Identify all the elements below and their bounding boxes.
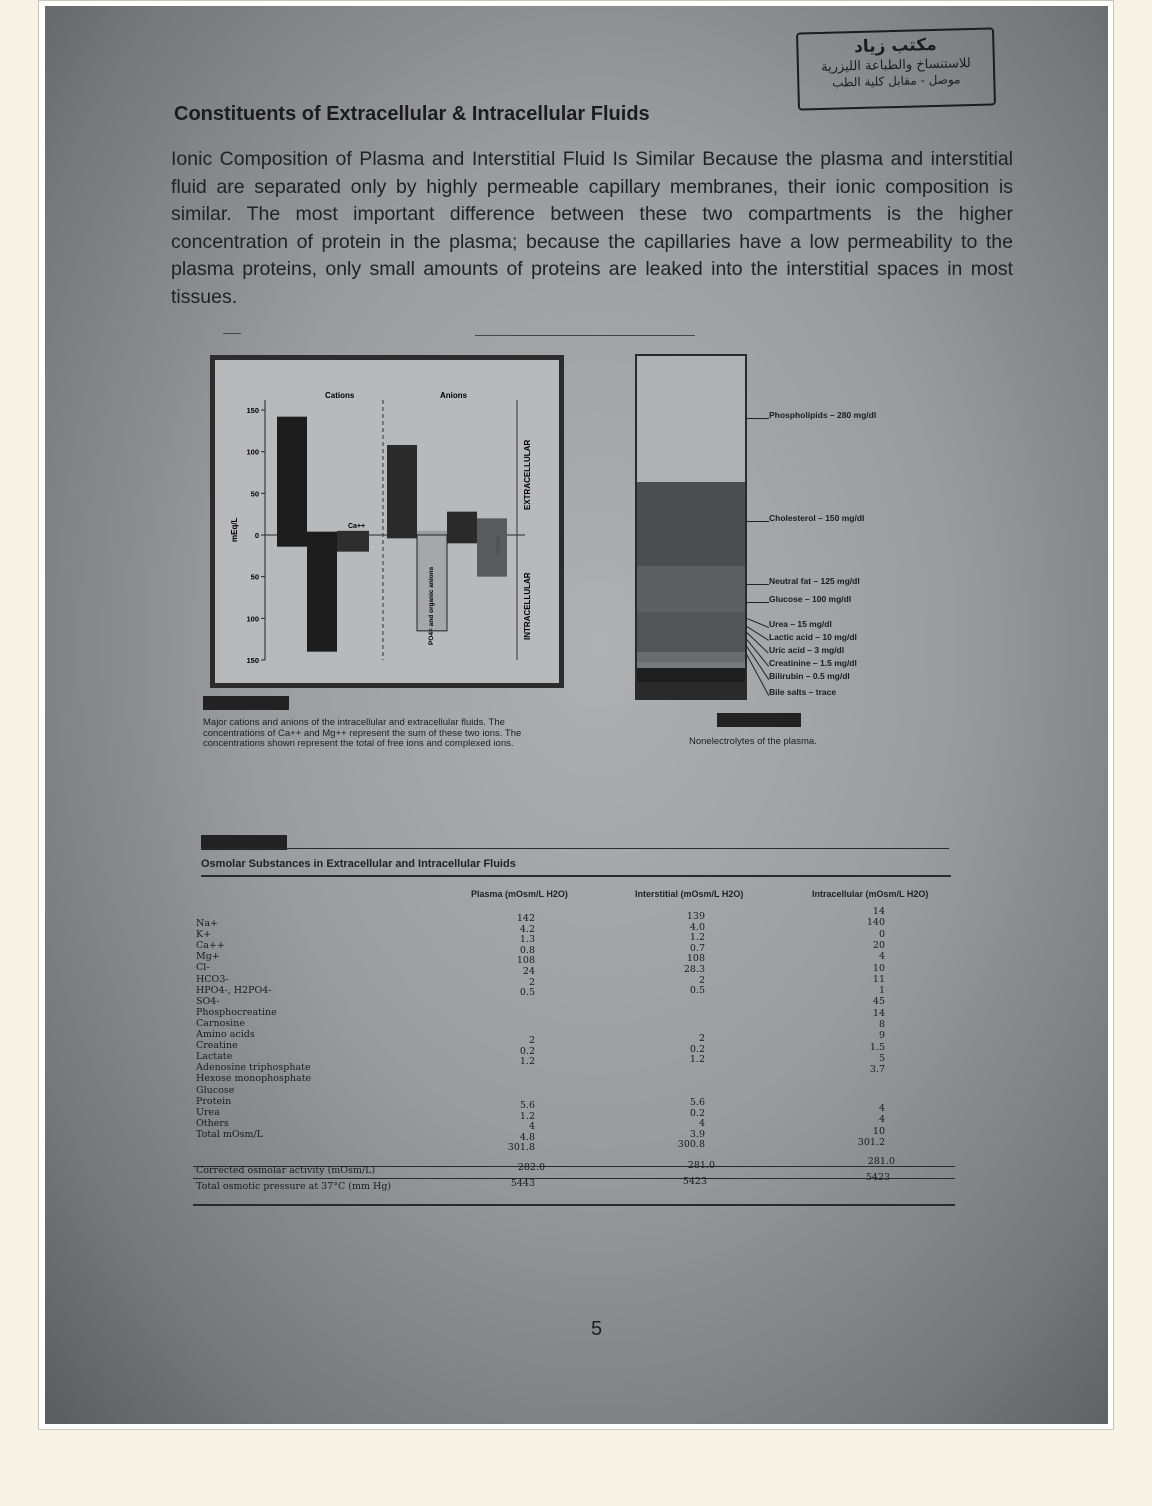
row-label: Carnosine (196, 1017, 245, 1029)
row-label: Protein (196, 1095, 232, 1107)
pressure-label: Total osmotic pressure at 37°C (mm Hg) (196, 1181, 392, 1192)
interstitial-value: 0.2 (689, 1107, 705, 1119)
row-label: Total mOsm/L (196, 1128, 264, 1140)
row-label: Ca++ (196, 940, 225, 952)
phospholipids-label: Phospholipids – 280 mg/dl (769, 410, 877, 420)
table-bottom-rule (193, 1204, 955, 1206)
divider (223, 333, 241, 334)
page-number: 5 (591, 1318, 603, 1340)
figure-number-bar (203, 696, 289, 710)
row-label: Others (196, 1117, 229, 1129)
leader-line (747, 584, 769, 585)
cholesterol-segment (637, 482, 745, 566)
interstitial-value: 4.0 (689, 921, 705, 933)
y-tick-label: 100 (246, 614, 259, 624)
intracellular-value: 4 (878, 1114, 885, 1126)
interstitial-value: 108 (686, 953, 705, 965)
bar-extracellular-3 (387, 445, 417, 535)
plasma-value: 0.5 (519, 987, 535, 999)
corrected-intracellular: 281.0 (867, 1156, 895, 1167)
intracellular-value: 9 (878, 1030, 885, 1042)
glucose-label: Glucose – 100 mg/dl (769, 594, 852, 604)
table-title: Osmolar Substances in Extracellular and Intracellular Fluids (201, 858, 516, 870)
y-tick-label: 50 (250, 572, 259, 582)
figure1-caption: Major cations and anions of the intracellular and extracellular fluids. The concentrations of Ca++ and Mg++ represent the sum of these two ions. The concentrations shown represent the total of free ions and complexed ions. (203, 717, 522, 749)
intracellular-value: 4 (878, 1103, 885, 1114)
uric-acid-label: Uric acid – 3 mg/dl (769, 645, 845, 655)
y-axis-label: mEq/L (230, 517, 239, 542)
row-label: Mg+ (196, 951, 220, 963)
figure2-caption: Nonelectrolytes of the plasma. (689, 736, 817, 747)
interstitial-value: 300.8 (677, 1139, 705, 1151)
intracellular-value: 11 (872, 973, 885, 985)
intracellular-value: 5 (878, 1052, 885, 1064)
trace-segment (637, 682, 745, 700)
corrected-label: Corrected osmolar activity (mOsm/L) (196, 1165, 376, 1176)
row-label: HPO4-, H2PO4- (196, 984, 272, 996)
stamp-line-3: موصل - مقابل كلية الطب (831, 72, 961, 90)
bar-extracellular-4 (447, 512, 477, 535)
interstitial-value: 1.2 (689, 1054, 705, 1066)
row-label: HCO3- (196, 973, 229, 985)
leader-line (746, 626, 769, 641)
bilirubin-label: Bilirubin – 0.5 mg/dl (769, 671, 850, 681)
interstitial-value: 4 (698, 1118, 705, 1130)
plasma-value: 1.2 (519, 1056, 535, 1068)
bar-intracellular-4 (447, 535, 477, 543)
intro-paragraph: Ionic Composition of Plasma and Interstitial Fluid Is Similar Because the plasma and interstitial fluid are separated only by highly permeable capillary membranes, their ionic composition is similar. The most important difference between these two compartments is the higher concentration of protein in the plasma; because the capillaries have a low permeability to the plasma proteins, only small amounts of proteins are leaked into the interstitial spaces in most tissues. (171, 148, 1013, 308)
corrected-interstitial: 281.0 (687, 1160, 715, 1171)
document-photo (45, 6, 1108, 1424)
leader-line (747, 521, 769, 522)
interstitial-value: 5.6 (689, 1097, 705, 1108)
anions-label: Anions (440, 391, 468, 400)
interstitial-value: 3.9 (689, 1128, 705, 1140)
intracellular-value: 140 (866, 917, 885, 929)
plasma-value: 4.8 (519, 1131, 535, 1143)
minor-solutes-segment (637, 668, 745, 682)
interstitial-value: 28.3 (683, 964, 705, 975)
plasma-value: 4.2 (519, 923, 535, 935)
stamp-line-2: للاستنساخ والطباعة الليزرية (820, 56, 971, 75)
cholesterol-label: Cholesterol – 150 mg/dl (769, 513, 865, 523)
intracellular-header: Intracellular (mOsm/L H2O) (812, 889, 929, 899)
intracellular-value: 4 (878, 951, 885, 963)
intracellular-value: 3.7 (869, 1064, 885, 1076)
ion-chart (210, 355, 564, 688)
interstitial-header: Interstitial (mOsm/L H2O) (635, 889, 744, 899)
y-tick-label: 50 (250, 489, 259, 499)
plasma-value: 0.2 (519, 1045, 535, 1057)
plasma-header: Plasma (mOsm/L H2O) (471, 889, 568, 899)
lactic-acid-label: Lactic acid – 10 mg/dl (769, 632, 857, 642)
interstitial-value: 2 (698, 1033, 705, 1044)
row-label: K+ (196, 929, 212, 941)
interstitial-value: 2 (698, 974, 705, 986)
neutral-fat-segment (637, 566, 745, 612)
neutral-fat-label: Neutral fat – 125 mg/dl (769, 576, 860, 586)
phospholipids-segment (637, 356, 745, 482)
intracellular-value: 8 (878, 1019, 885, 1030)
plasma-value: 24 (522, 966, 535, 977)
table-top-rule (201, 848, 949, 849)
cations-label: Cations (325, 391, 355, 400)
bar-intracellular-0 (277, 535, 307, 547)
bar-extracellular-6 (477, 518, 507, 535)
intracellular-value: 1 (878, 985, 885, 997)
intracellular-value: 10 (872, 962, 885, 974)
interstitial-value: 0.5 (689, 985, 705, 997)
row-label: Na+ (196, 918, 218, 929)
divider (475, 335, 695, 336)
bar-extracellular-1 (307, 532, 337, 535)
protein-label: Protein (496, 535, 502, 555)
bar-intracellular-1 (307, 535, 337, 652)
pressure-plasma: 5443 (510, 1178, 535, 1189)
intracellular-value: 14 (872, 906, 885, 917)
pressure-intracellular: 5423 (865, 1172, 890, 1183)
row-label: Glucose (196, 1084, 235, 1096)
interstitial-value: 1.2 (689, 932, 705, 944)
bar-extracellular-5 (417, 531, 447, 535)
stamp-line-1: مكتب زياد (853, 34, 937, 58)
row-label: Urea (196, 1106, 220, 1118)
y-tick-label: 150 (246, 406, 259, 415)
urea-label: Urea – 15 mg/dl (769, 619, 832, 629)
leader-line (747, 418, 769, 419)
plasma-value: 1.2 (519, 1110, 535, 1122)
pressure-interstitial: 5423 (682, 1176, 707, 1187)
row-label: Lactate (196, 1051, 233, 1063)
glucose-segment (637, 612, 745, 652)
table-header-rule (201, 875, 951, 877)
creatinine-label: Creatinine – 1.5 mg/dl (769, 658, 857, 668)
plasma-value: 1.3 (519, 934, 535, 946)
intracellular-value: 301.2 (857, 1136, 885, 1148)
leader-line (747, 618, 769, 628)
urea-segment (637, 652, 745, 662)
plasma-value: 142 (516, 913, 535, 924)
plasma-value: 301.8 (507, 1142, 535, 1154)
interstitial-value: 0.7 (689, 942, 705, 954)
intracellular-value: 14 (872, 1007, 885, 1019)
row-label: Adenosine triphosphate (196, 1062, 311, 1074)
bar-extracellular-0 (277, 417, 307, 535)
interstitial-value: 0.2 (689, 1043, 705, 1055)
extracellular-label: EXTRACELLULAR (523, 439, 532, 510)
bar-intracellular-6 (477, 535, 507, 577)
ion-chart-svg (215, 360, 559, 683)
intracellular-value: 0 (878, 928, 885, 940)
interstitial-value: 139 (686, 911, 705, 922)
plasma-value: 0.8 (519, 944, 535, 956)
intracellular-label: INTRACELLULAR (523, 572, 532, 640)
page-title: Constituents of Extracellular & Intracellular Fluids (174, 103, 650, 125)
intracellular-value: 20 (872, 939, 885, 951)
plasma-value: 2 (528, 976, 535, 988)
leader-line (747, 602, 769, 603)
y-tick-label: 100 (246, 447, 259, 457)
bar-extracellular-2 (337, 531, 369, 535)
row-label: Hexose monophosphate (196, 1073, 312, 1085)
plasma-value: 108 (516, 955, 535, 967)
row-label: Creatine (196, 1040, 238, 1052)
plasma-value: 2 (528, 1035, 535, 1046)
y-tick-label: 150 (246, 656, 259, 665)
bar-intracellular-3 (387, 535, 417, 538)
intracellular-value: 10 (872, 1125, 885, 1137)
row-label: Cl- (196, 962, 210, 974)
row-label: Phosphocreatine (196, 1006, 277, 1018)
plasma-value: 4 (528, 1121, 535, 1133)
ca-label: Ca++ (348, 523, 366, 530)
po4-label: PO4= and organic anions (428, 566, 435, 645)
bile-salts-label: Bile salts – trace (769, 687, 837, 697)
bar-intracellular-2 (337, 535, 369, 552)
row-label: Amino acids (196, 1029, 255, 1040)
row-label: SO4- (196, 995, 220, 1007)
corrected-plasma: 282.0 (517, 1162, 545, 1173)
intracellular-value: 45 (872, 996, 885, 1008)
nonelectrolyte-column (635, 354, 747, 700)
figure-number-bar (717, 713, 801, 727)
y-tick-label: 0 (254, 531, 259, 540)
plasma-value: 5.6 (519, 1100, 535, 1111)
shop-stamp (796, 27, 996, 110)
intracellular-value: 1.5 (869, 1041, 885, 1053)
